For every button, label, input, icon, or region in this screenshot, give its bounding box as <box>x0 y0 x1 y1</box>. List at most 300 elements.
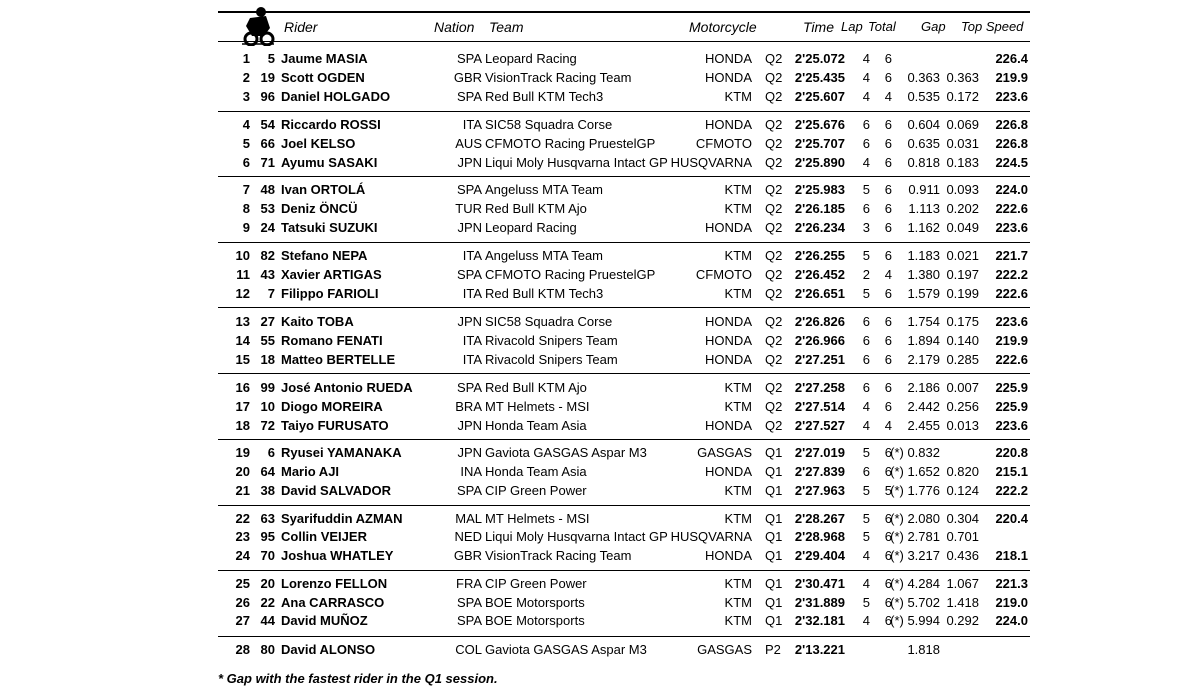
cell-moto: KTM <box>724 286 752 301</box>
cell-gap: 1.380 <box>907 267 940 282</box>
cell-name: Syarifuddin AZMAN <box>281 511 403 526</box>
cell-time: 2'28.968 <box>794 529 845 544</box>
cell-time: 2'27.019 <box>794 445 845 460</box>
cell-session: Q2 <box>765 267 783 282</box>
cell-pos: 15 <box>235 352 250 367</box>
cell-team: Angeluss MTA Team <box>485 248 604 263</box>
cell-lap: 3 <box>862 220 870 235</box>
table-row <box>0 219 1200 237</box>
cell-moto: HUSQVARNA <box>670 529 752 544</box>
cell-session: Q2 <box>765 117 783 132</box>
cell-lap: 4 <box>862 70 870 85</box>
table-row <box>0 200 1200 218</box>
cell-pos: 13 <box>235 314 250 329</box>
cell-moto: GASGAS <box>697 642 752 657</box>
cell-nat: INA <box>460 464 482 479</box>
cell-pos: 4 <box>242 117 250 132</box>
table-row <box>0 528 1200 546</box>
cell-pos: 17 <box>235 399 250 414</box>
cell-speed: 225.9 <box>995 399 1028 414</box>
cell-rel: 0.172 <box>946 89 979 104</box>
cell-num: 18 <box>260 352 275 367</box>
cell-num: 70 <box>260 548 275 563</box>
cell-name: Diogo MOREIRA <box>281 399 383 414</box>
cell-pos: 6 <box>242 155 250 170</box>
header-rule <box>218 41 1030 42</box>
motorcycle-rider-icon <box>240 6 276 46</box>
cell-gap: (*) 2.080 <box>890 511 940 526</box>
cell-num: 95 <box>260 529 275 544</box>
cell-pos: 7 <box>242 182 250 197</box>
cell-name: Romano FENATI <box>281 333 383 348</box>
cell-lap: 4 <box>862 548 870 563</box>
cell-time: 2'27.514 <box>794 399 845 414</box>
cell-rel: 0.021 <box>946 248 979 263</box>
cell-name: Xavier ARTIGAS <box>281 267 382 282</box>
table-row <box>0 181 1200 199</box>
top-rule <box>218 11 1030 13</box>
cell-speed: 219.9 <box>995 333 1028 348</box>
cell-num: 7 <box>267 286 275 301</box>
cell-time: 2'25.607 <box>794 89 845 104</box>
cell-pos: 16 <box>235 380 250 395</box>
cell-name: Ana CARRASCO <box>281 595 385 610</box>
cell-nat: ITA <box>462 333 482 348</box>
cell-name: Scott OGDEN <box>281 70 365 85</box>
cell-team: CFMOTO Racing PruestelGP <box>485 136 656 151</box>
cell-team: CFMOTO Racing PruestelGP <box>485 267 656 282</box>
cell-speed: 224.0 <box>995 613 1028 628</box>
cell-team: Leopard Racing <box>485 51 577 66</box>
group-separator <box>218 111 1030 112</box>
cell-rel: 0.183 <box>946 155 979 170</box>
cell-nat: JPN <box>457 445 482 460</box>
cell-total: 6 <box>884 136 892 151</box>
cell-pos: 21 <box>235 483 250 498</box>
cell-nat: JPN <box>457 314 482 329</box>
cell-lap: 4 <box>862 89 870 104</box>
cell-gap: 1.113 <box>908 201 940 216</box>
header-team: Team <box>489 19 524 35</box>
cell-moto: KTM <box>724 248 752 263</box>
cell-gap: 1.894 <box>907 333 940 348</box>
cell-team: Red Bull KTM Tech3 <box>485 89 604 104</box>
cell-rel: 0.124 <box>946 483 979 498</box>
cell-nat: JPN <box>457 418 482 433</box>
cell-session: Q2 <box>765 136 783 151</box>
cell-session: Q2 <box>765 89 783 104</box>
cell-rel: 0.013 <box>946 418 979 433</box>
cell-gap: (*) 1.652 <box>890 464 940 479</box>
cell-pos: 11 <box>236 267 250 282</box>
cell-rel: 0.093 <box>946 182 979 197</box>
cell-team: Gaviota GASGAS Aspar M3 <box>485 445 647 460</box>
cell-speed: 225.9 <box>995 380 1028 395</box>
cell-time: 2'26.966 <box>794 333 845 348</box>
cell-pos: 22 <box>235 511 250 526</box>
cell-total: 5 <box>884 483 892 498</box>
cell-moto: HONDA <box>705 314 752 329</box>
cell-time: 2'26.452 <box>794 267 845 282</box>
cell-rel: 0.202 <box>946 201 979 216</box>
cell-moto: KTM <box>724 201 752 216</box>
cell-lap: 6 <box>862 380 870 395</box>
cell-nat: SPA <box>456 380 482 395</box>
cell-moto: GASGAS <box>697 445 752 460</box>
table-row <box>0 444 1200 462</box>
cell-pos: 27 <box>235 613 250 628</box>
cell-gap: 2.442 <box>907 399 940 414</box>
cell-gap: 0.363 <box>907 70 940 85</box>
cell-pos: 12 <box>235 286 250 301</box>
cell-moto: KTM <box>724 595 752 610</box>
cell-pos: 25 <box>235 576 250 591</box>
cell-nat: BRA <box>455 399 482 414</box>
cell-nat: TUR <box>455 201 482 216</box>
cell-time: 2'27.839 <box>794 464 845 479</box>
cell-gap: (*) 1.776 <box>890 483 940 498</box>
cell-lap: 4 <box>862 399 870 414</box>
cell-num: 66 <box>260 136 275 151</box>
cell-moto: KTM <box>724 576 752 591</box>
cell-time: 2'26.255 <box>794 248 845 263</box>
table-row <box>0 575 1200 593</box>
cell-lap: 5 <box>862 286 870 301</box>
cell-team: Rivacold Snipers Team <box>485 333 618 348</box>
cell-rel: 0.069 <box>946 117 979 132</box>
cell-name: Taiyo FURUSATO <box>281 418 389 433</box>
cell-moto: KTM <box>724 511 752 526</box>
cell-name: Joel KELSO <box>281 136 356 151</box>
cell-speed: 219.9 <box>995 70 1028 85</box>
cell-total: 6 <box>884 201 892 216</box>
table-row <box>0 285 1200 303</box>
header-top-speed: Top Speed <box>961 19 1024 34</box>
cell-total: 6 <box>884 399 892 414</box>
cell-time: 2'25.676 <box>794 117 845 132</box>
cell-moto: KTM <box>724 613 752 628</box>
cell-lap: 5 <box>862 483 870 498</box>
cell-time: 2'27.258 <box>794 380 845 395</box>
cell-team: BOE Motorsports <box>485 595 585 610</box>
cell-moto: HONDA <box>705 464 752 479</box>
cell-name: José Antonio RUEDA <box>281 380 413 395</box>
cell-total: 6 <box>884 576 892 591</box>
cell-lap: 6 <box>862 333 870 348</box>
cell-team: Red Bull KTM Ajo <box>485 380 587 395</box>
cell-speed: 224.5 <box>995 155 1028 170</box>
cell-name: Joshua WHATLEY <box>281 548 394 563</box>
cell-session: P2 <box>765 642 781 657</box>
cell-team: Gaviota GASGAS Aspar M3 <box>485 642 647 657</box>
cell-total: 6 <box>884 352 892 367</box>
cell-moto: HONDA <box>705 51 752 66</box>
table-row <box>0 50 1200 68</box>
cell-team: VisionTrack Racing Team <box>485 548 632 563</box>
table-row <box>0 135 1200 153</box>
cell-moto: HONDA <box>705 548 752 563</box>
cell-gap: 0.635 <box>907 136 940 151</box>
cell-speed: 223.6 <box>995 418 1028 433</box>
header-gap: Gap <box>921 19 946 34</box>
cell-moto: CFMOTO <box>695 267 752 282</box>
cell-speed: 226.4 <box>995 51 1028 66</box>
cell-gap: 2.179 <box>907 352 940 367</box>
cell-lap: 2 <box>862 267 870 282</box>
cell-lap: 4 <box>862 155 870 170</box>
cell-rel: 1.418 <box>946 595 979 610</box>
cell-rel: 0.197 <box>946 267 979 282</box>
cell-speed: 222.6 <box>995 201 1028 216</box>
cell-moto: HONDA <box>705 117 752 132</box>
cell-total: 4 <box>884 267 892 282</box>
cell-pos: 3 <box>242 89 250 104</box>
cell-time: 2'25.983 <box>794 182 845 197</box>
group-separator <box>218 242 1030 243</box>
cell-lap: 4 <box>862 613 870 628</box>
cell-total: 4 <box>884 418 892 433</box>
cell-lap: 6 <box>862 352 870 367</box>
cell-team: CIP Green Power <box>485 576 587 591</box>
cell-team: Honda Team Asia <box>485 464 587 479</box>
table-row <box>0 116 1200 134</box>
cell-gap: (*) 5.994 <box>890 613 940 628</box>
cell-total: 6 <box>884 595 892 610</box>
cell-gap: (*) 3.217 <box>890 548 940 563</box>
table-row <box>0 547 1200 565</box>
cell-name: Ryusei YAMANAKA <box>281 445 402 460</box>
cell-name: Mario AJI <box>281 464 340 479</box>
cell-speed: 226.8 <box>995 136 1028 151</box>
cell-time: 2'29.404 <box>794 548 845 563</box>
cell-num: 55 <box>260 333 275 348</box>
cell-pos: 20 <box>235 464 250 479</box>
cell-gap: 1.162 <box>907 220 940 235</box>
cell-rel: 0.007 <box>946 380 979 395</box>
cell-speed: 222.6 <box>995 286 1028 301</box>
cell-total: 4 <box>884 89 892 104</box>
cell-rel: 0.436 <box>946 548 979 563</box>
cell-speed: 222.2 <box>995 483 1028 498</box>
cell-total: 6 <box>884 445 892 460</box>
cell-nat: SPA <box>456 267 482 282</box>
cell-pos: 18 <box>235 418 250 433</box>
cell-name: Riccardo ROSSI <box>281 117 381 132</box>
cell-nat: GBR <box>453 548 482 563</box>
cell-session: Q2 <box>765 51 783 66</box>
table-row <box>0 247 1200 265</box>
cell-session: Q1 <box>765 511 783 526</box>
cell-name: David SALVADOR <box>281 483 392 498</box>
cell-gap: 0.818 <box>907 155 940 170</box>
cell-time: 2'27.527 <box>794 418 845 433</box>
cell-name: Kaito TOBA <box>281 314 354 329</box>
cell-num: 6 <box>267 445 275 460</box>
footnote: * Gap with the fastest rider in the Q1 session. <box>218 671 498 686</box>
group-separator <box>218 439 1030 440</box>
cell-moto: HONDA <box>705 418 752 433</box>
cell-lap: 6 <box>862 314 870 329</box>
cell-time: 2'28.267 <box>794 511 845 526</box>
cell-time: 2'31.889 <box>794 595 845 610</box>
cell-pos: 10 <box>235 248 250 263</box>
cell-num: 72 <box>260 418 275 433</box>
cell-lap: 4 <box>862 418 870 433</box>
cell-rel: 0.140 <box>946 333 979 348</box>
cell-session: Q1 <box>765 595 783 610</box>
cell-session: Q1 <box>765 548 783 563</box>
cell-nat: ITA <box>462 286 482 301</box>
cell-num: 43 <box>260 267 275 282</box>
header-time: Time <box>803 19 834 35</box>
cell-moto: HONDA <box>705 220 752 235</box>
cell-session: Q2 <box>765 70 783 85</box>
cell-name: Tatsuki SUZUKI <box>281 220 378 235</box>
cell-total: 6 <box>884 548 892 563</box>
cell-team: Red Bull KTM Tech3 <box>485 286 604 301</box>
table-row <box>0 641 1200 659</box>
cell-nat: SPA <box>456 89 482 104</box>
cell-team: BOE Motorsports <box>485 613 585 628</box>
cell-pos: 14 <box>235 333 250 348</box>
cell-nat: ITA <box>462 248 482 263</box>
cell-moto: KTM <box>724 380 752 395</box>
cell-time: 2'27.251 <box>794 352 845 367</box>
cell-total: 6 <box>884 333 892 348</box>
cell-total: 6 <box>884 155 892 170</box>
cell-session: Q2 <box>765 201 783 216</box>
cell-lap: 6 <box>862 117 870 132</box>
cell-nat: ITA <box>462 117 482 132</box>
cell-num: 53 <box>260 201 275 216</box>
table-row <box>0 266 1200 284</box>
table-row <box>0 463 1200 481</box>
table-row <box>0 69 1200 87</box>
header-total: Total <box>868 19 896 34</box>
cell-gap: (*) 2.781 <box>890 529 940 544</box>
cell-pos: 28 <box>235 642 250 657</box>
cell-team: Red Bull KTM Ajo <box>485 201 587 216</box>
cell-lap: 6 <box>862 464 870 479</box>
cell-moto: KTM <box>724 182 752 197</box>
cell-speed: 226.8 <box>995 117 1028 132</box>
cell-rel: 0.820 <box>946 464 979 479</box>
table-row <box>0 379 1200 397</box>
cell-gap: 2.455 <box>907 418 940 433</box>
cell-session: Q1 <box>765 483 783 498</box>
cell-speed: 218.1 <box>995 548 1028 563</box>
cell-time: 2'27.963 <box>794 483 845 498</box>
header-motorcycle: Motorcycle <box>689 19 757 35</box>
cell-team: Leopard Racing <box>485 220 577 235</box>
table-row <box>0 417 1200 435</box>
cell-moto: HONDA <box>705 70 752 85</box>
cell-speed: 221.3 <box>995 576 1028 591</box>
cell-speed: 223.6 <box>995 220 1028 235</box>
header-lap: Lap <box>841 19 863 34</box>
cell-speed: 219.0 <box>995 595 1028 610</box>
cell-rel: 0.199 <box>946 286 979 301</box>
cell-pos: 5 <box>242 136 250 151</box>
cell-lap: 4 <box>862 51 870 66</box>
cell-name: Lorenzo FELLON <box>281 576 388 591</box>
cell-name: Collin VEIJER <box>281 529 367 544</box>
cell-speed: 224.0 <box>995 182 1028 197</box>
cell-nat: COL <box>455 642 482 657</box>
cell-name: Jaume MASIA <box>281 51 368 66</box>
cell-session: Q2 <box>765 220 783 235</box>
cell-session: Q2 <box>765 380 783 395</box>
cell-rel: 0.049 <box>946 220 979 235</box>
group-separator <box>218 373 1030 374</box>
table-row <box>0 88 1200 106</box>
cell-pos: 1 <box>242 51 250 66</box>
cell-gap: 1.579 <box>907 286 940 301</box>
cell-nat: FRA <box>456 576 482 591</box>
table-row <box>0 510 1200 528</box>
cell-total: 6 <box>884 314 892 329</box>
cell-team: Rivacold Snipers Team <box>485 352 618 367</box>
cell-session: Q2 <box>765 155 783 170</box>
cell-team: VisionTrack Racing Team <box>485 70 632 85</box>
cell-team: CIP Green Power <box>485 483 587 498</box>
cell-rel: 0.701 <box>946 529 979 544</box>
cell-session: Q1 <box>765 529 783 544</box>
group-separator <box>218 505 1030 506</box>
cell-time: 2'25.890 <box>794 155 845 170</box>
cell-time: 2'25.707 <box>794 136 845 151</box>
cell-total: 6 <box>884 464 892 479</box>
cell-session: Q1 <box>765 445 783 460</box>
cell-gap: 2.186 <box>907 380 940 395</box>
cell-session: Q1 <box>765 576 783 591</box>
cell-nat: SPA <box>456 613 482 628</box>
table-row <box>0 612 1200 630</box>
cell-gap: (*) 0.832 <box>890 445 940 460</box>
cell-session: Q2 <box>765 352 783 367</box>
cell-nat: GBR <box>453 70 482 85</box>
cell-total: 6 <box>884 286 892 301</box>
cell-moto: HUSQVARNA <box>670 155 752 170</box>
cell-time: 2'26.826 <box>794 314 845 329</box>
cell-nat: MAL <box>455 511 482 526</box>
cell-nat: NED <box>454 529 482 544</box>
cell-session: Q2 <box>765 418 783 433</box>
group-separator <box>218 307 1030 308</box>
cell-time: 2'26.185 <box>794 201 845 216</box>
cell-total: 6 <box>884 182 892 197</box>
cell-team: SIC58 Squadra Corse <box>485 117 613 132</box>
cell-nat: JPN <box>457 155 482 170</box>
header-rider: Rider <box>284 19 318 35</box>
cell-name: Deniz ÖNCÜ <box>281 201 358 216</box>
table-row <box>0 154 1200 172</box>
cell-lap: 5 <box>862 182 870 197</box>
cell-rel: 0.304 <box>946 511 979 526</box>
cell-time: 2'26.651 <box>794 286 845 301</box>
cell-moto: HONDA <box>705 333 752 348</box>
cell-nat: SPA <box>456 182 482 197</box>
cell-lap: 5 <box>862 511 870 526</box>
cell-nat: SPA <box>456 51 482 66</box>
cell-gap: (*) 4.284 <box>890 576 940 591</box>
cell-time: 2'26.234 <box>794 220 845 235</box>
cell-pos: 2 <box>242 70 250 85</box>
cell-rel: 0.031 <box>946 136 979 151</box>
cell-session: Q2 <box>765 182 783 197</box>
cell-moto: CFMOTO <box>695 136 752 151</box>
cell-pos: 26 <box>235 595 250 610</box>
